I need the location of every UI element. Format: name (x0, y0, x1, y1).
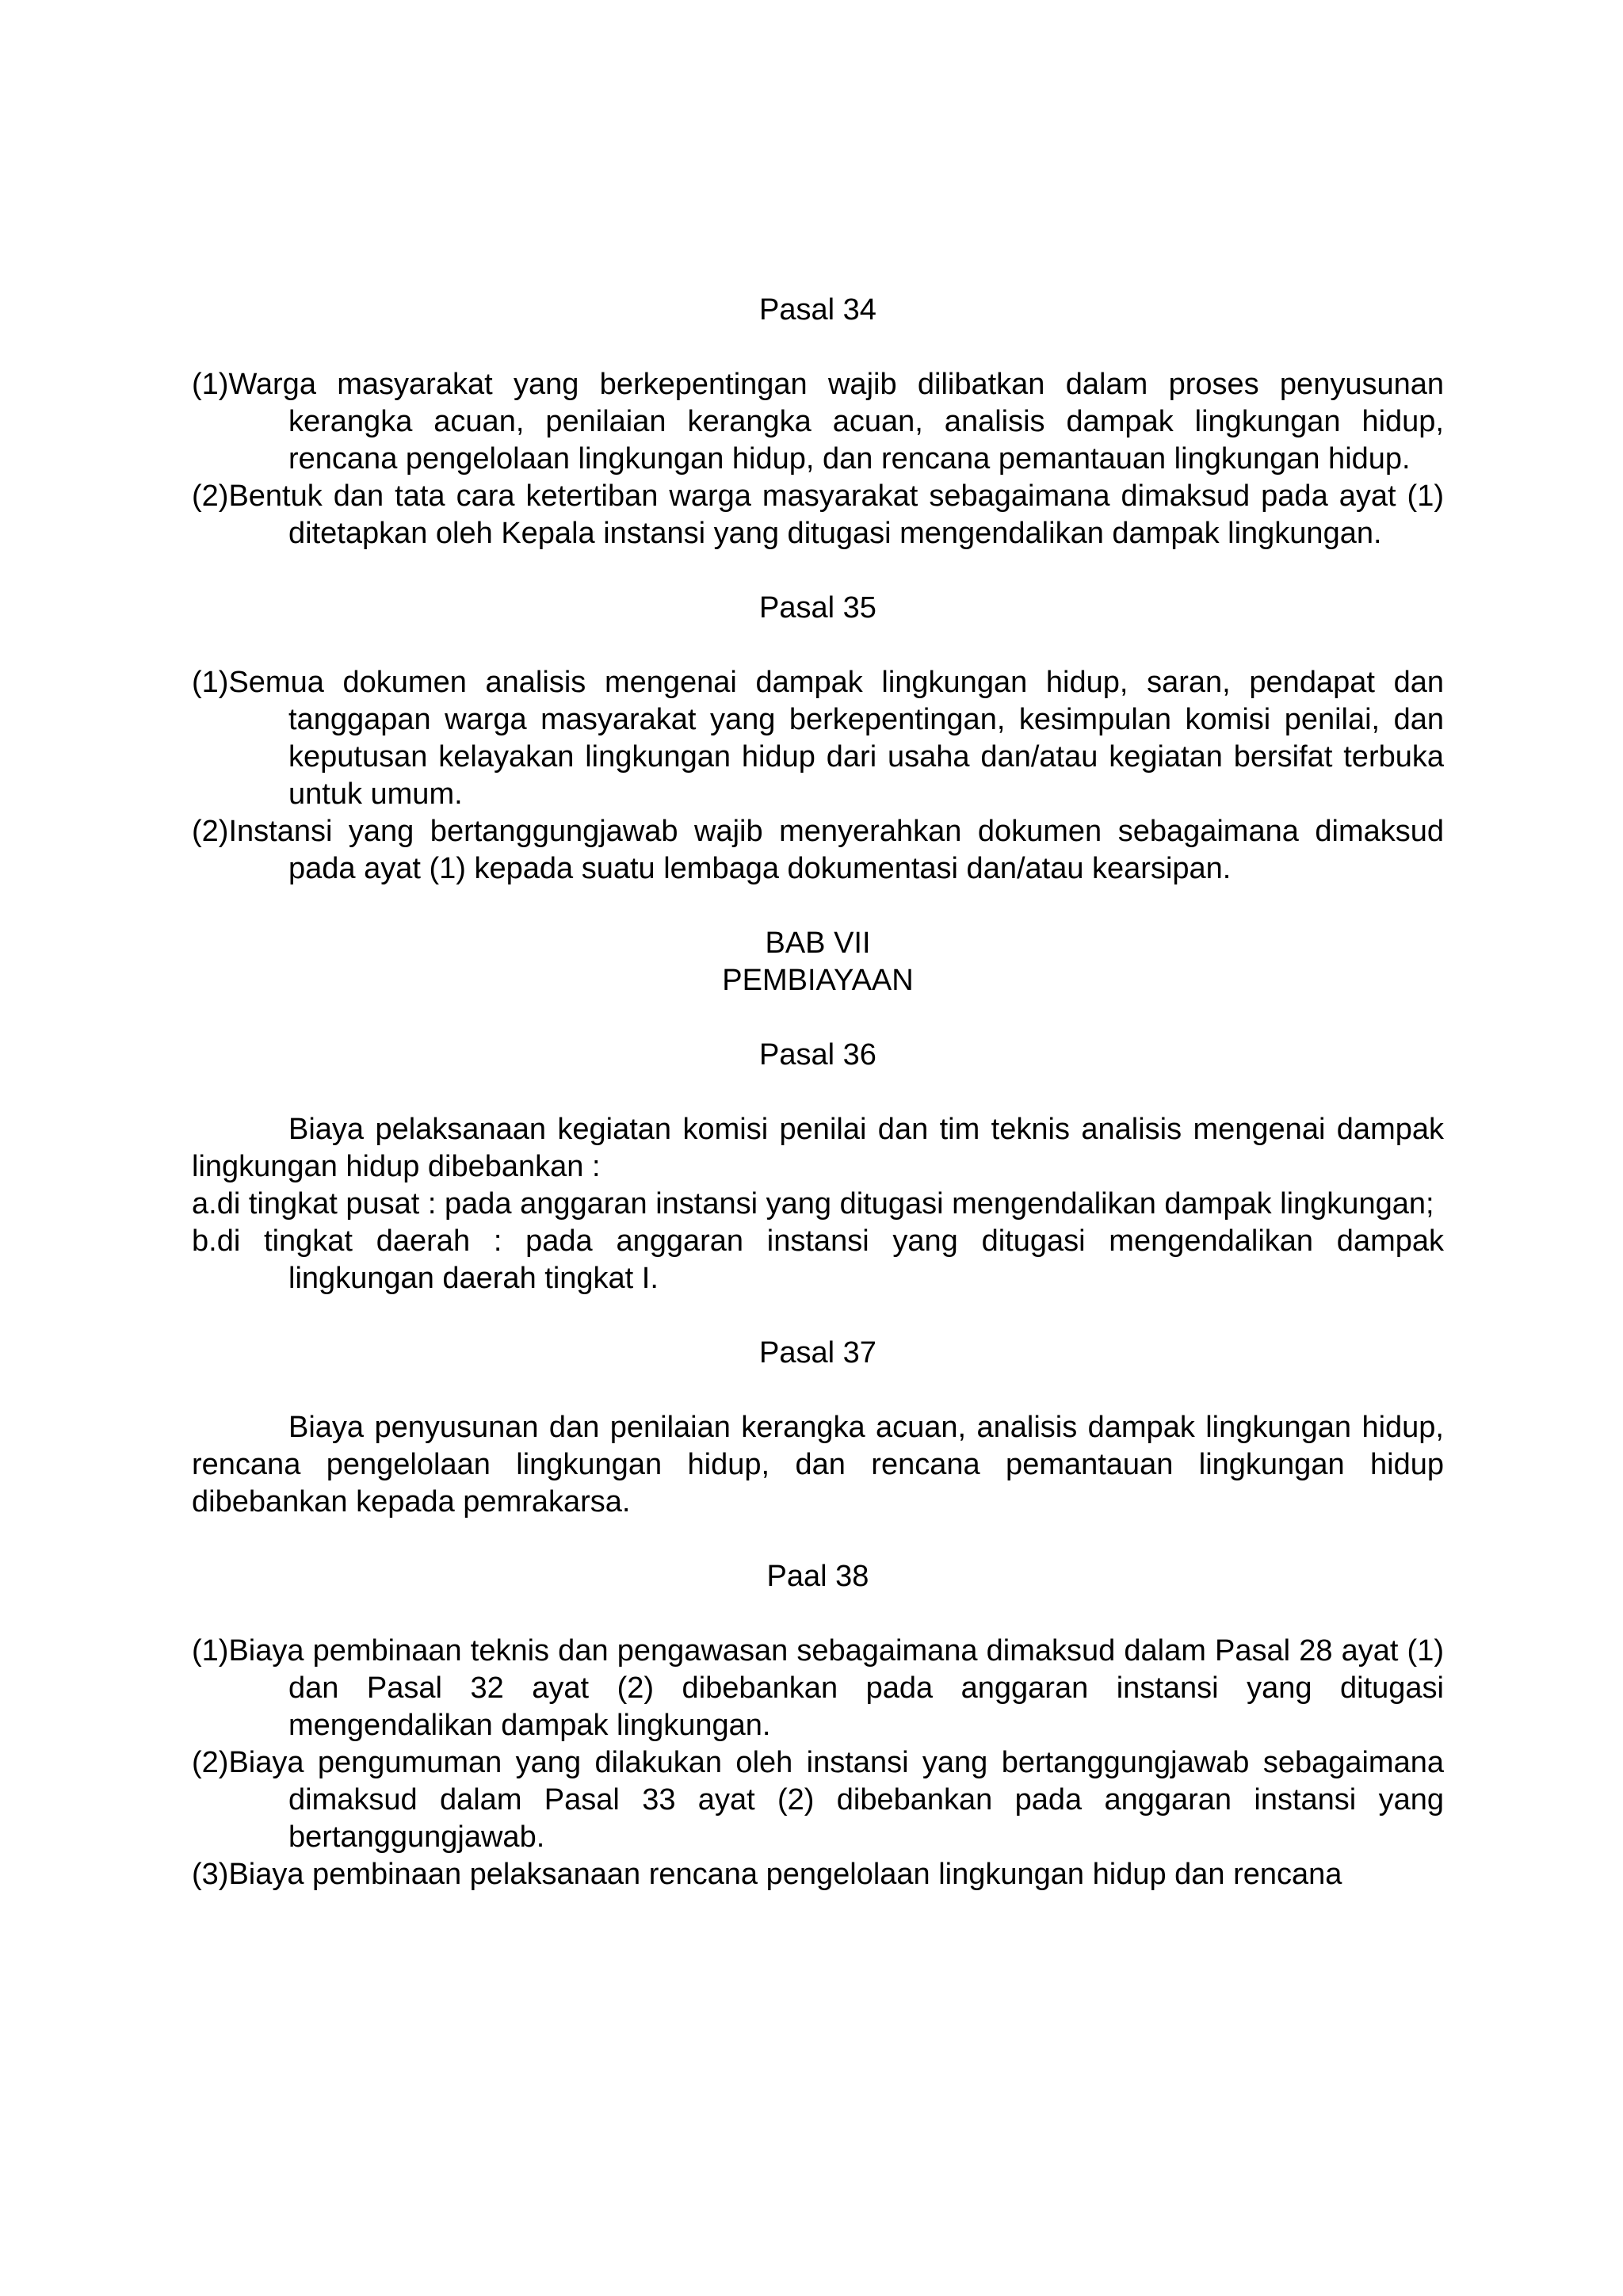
pasal-36-item-a: a.di tingkat pusat : pada anggaran instansi yang ditugasi mengendalikan dampak lingkungan; (192, 1187, 1434, 1221)
pasal-38-ayat-2: (2)Biaya pengumuman yang dilakukan oleh instansi yang bertanggungjawab sebagaimana dimaksud dalam Pasal 33 ayat (2) dibebankan pada anggaran instansi yang bertanggungjawab. (192, 1746, 1444, 1854)
pasal-36-heading: Pasal 36 (759, 1038, 876, 1072)
pasal-37-heading: Pasal 37 (759, 1336, 876, 1370)
pasal-34-heading: Pasal 34 (759, 293, 876, 327)
pasal-36-intro: Biaya pelaksanaan kegiatan komisi penilai dan tim teknis analisis mengenai dampak lingkungan hidup dibebankan : (192, 1113, 1444, 1183)
pasal-34-ayat-1: (1)Warga masyarakat yang berkepentingan wajib dilibatkan dalam proses penyusunan kerangka acuan, penilaian kerangka acuan, analisis dampak lingkungan hidup, rencana pengelolaan lingkungan hidup, dan rencana pemantauan lingkungan hidup. (192, 368, 1444, 476)
bab-number: BAB VII (765, 926, 871, 960)
pasal-35-ayat-1: (1)Semua dokumen analisis mengenai dampak lingkungan hidup, saran, pendapat dan tanggapan warga masyarakat yang berkepentingan, kesimpulan komisi penilai, dan keputusan kelayakan lingkungan hidup dari usaha dan/atau kegiatan bersifat terbuka untuk umum. (192, 666, 1444, 811)
pasal-38-ayat-3: (3)Biaya pembinaan pelaksanaan rencana pengelolaan lingkungan hidup dan rencana (192, 1858, 1342, 1891)
pasal-35-heading: Pasal 35 (759, 591, 876, 625)
pasal-37-text: Biaya penyusunan dan penilaian kerangka acuan, analisis dampak lingkungan hidup, rencana pengelolaan lingkungan hidup, dan rencana pemantauan lingkungan hidup dibebankan kepada pemrakarsa. (192, 1411, 1444, 1519)
pasal-38-heading: Paal 38 (766, 1560, 869, 1593)
bab-title: PEMBIAYAAN (722, 964, 914, 997)
pasal-34-ayat-2: (2)Bentuk dan tata cara ketertiban warga masyarakat sebagaimana dimaksud pada ayat (1) ditetapkan oleh Kepala instansi yang ditugasi mengendalikan dampak lingkungan. (192, 479, 1444, 550)
pasal-35-ayat-2: (2)Instansi yang bertanggungjawab wajib menyerahkan dokumen sebagaimana dimaksud pada ayat (1) kepada suatu lembaga dokumentasi dan/atau kearsipan. (192, 815, 1444, 885)
pasal-38-ayat-1: (1)Biaya pembinaan teknis dan pengawasan sebagaimana dimaksud dalam Pasal 28 ayat (1) dan Pasal 32 ayat (2) dibebankan pada anggaran instansi yang ditugasi mengendalikan dampak lingkungan. (192, 1634, 1444, 1742)
document-page (192, 292, 1444, 1893)
pasal-36-item-b: b.di tingkat daerah : pada anggaran instansi yang ditugasi mengendalikan dampak lingkungan daerah tingkat I. (192, 1224, 1444, 1295)
